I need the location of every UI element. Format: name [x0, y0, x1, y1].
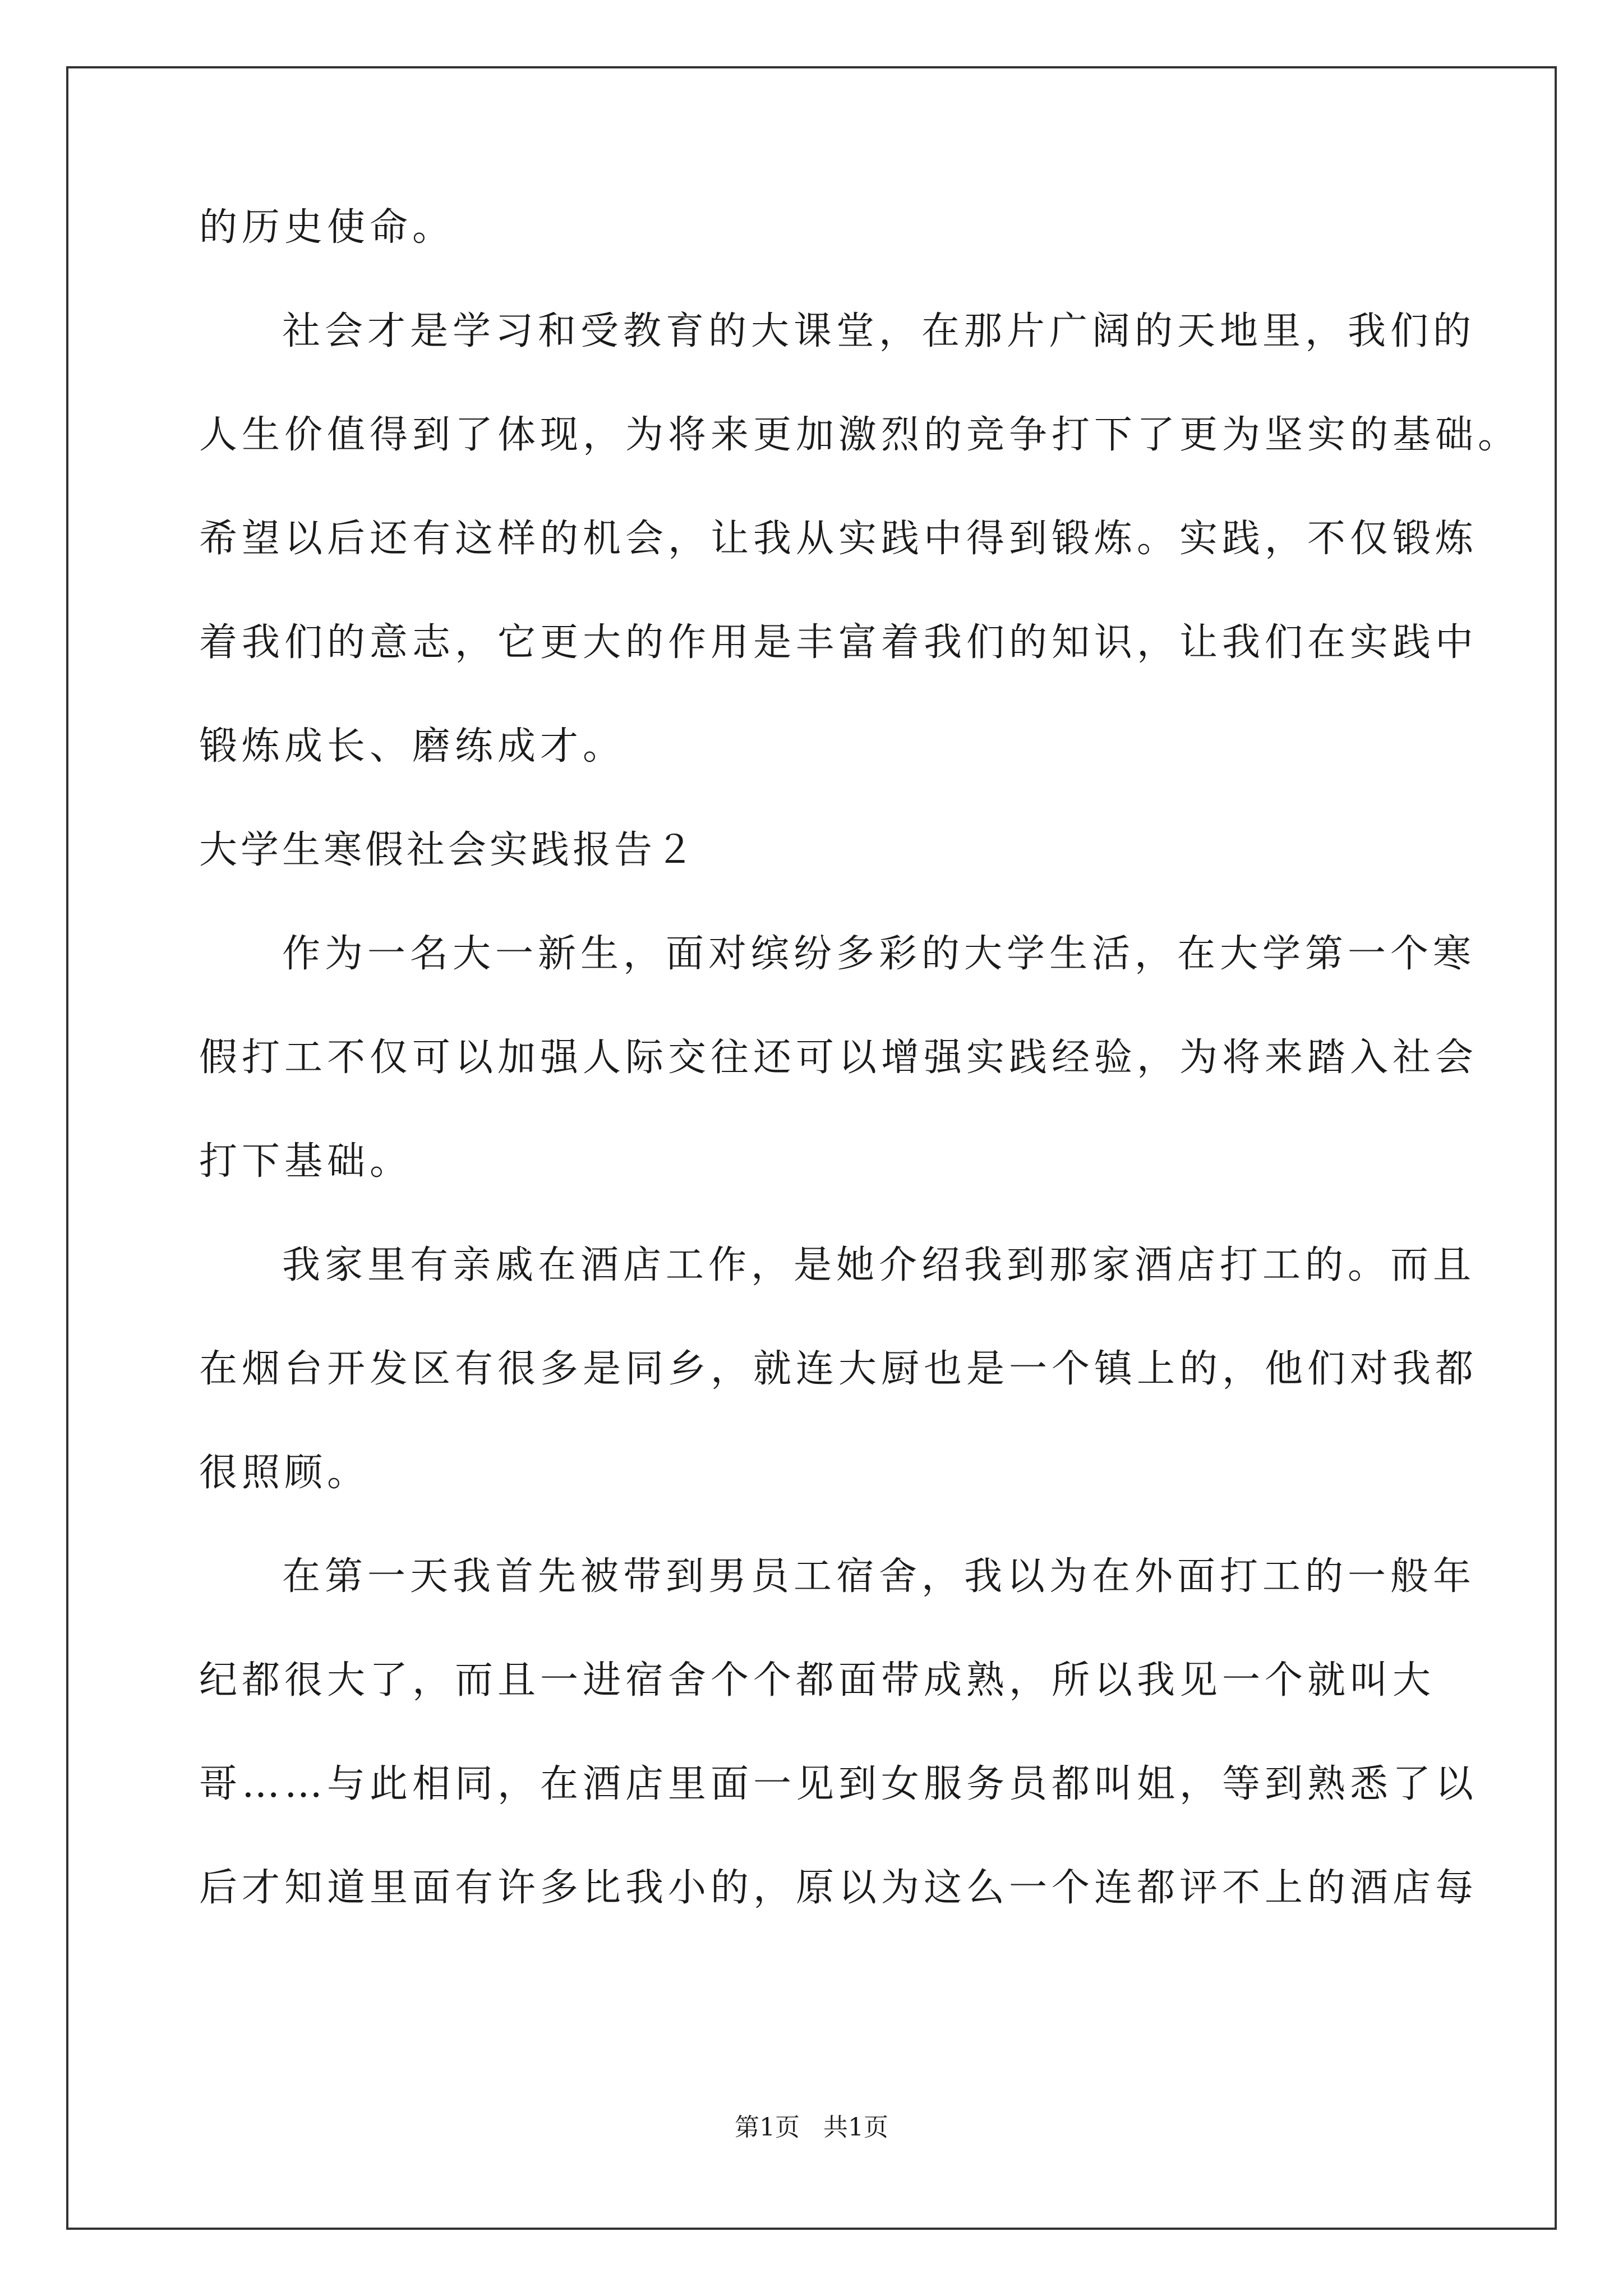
text-line: 着我们的意志，它更大的作用是丰富着我们的知识，让我们在实践中: [199, 620, 1478, 665]
text-line: 纪都很大了，而且一进宿舍个个都面带成熟，所以我见一个就叫大: [199, 1658, 1436, 1703]
paragraph-start-line: 作为一名大一新生，面对缤纷多彩的大学生活，在大学第一个寒: [282, 932, 1476, 976]
text-line: 人生价值得到了体现，为将来更加激烈的竞争打下了更为坚实的基础。: [199, 413, 1521, 457]
section-heading: 大学生寒假社会实践报告２: [199, 828, 698, 872]
text-line: 打下基础。: [199, 1139, 413, 1184]
paragraph-start-line: 在第一天我首先被带到男员工宿舍，我以为在外面打工的一般年: [282, 1554, 1476, 1599]
text-line: 哥……与此相同，在酒店里面一见到女服务员都叫姐，等到熟悉了以: [199, 1762, 1478, 1806]
text-line: 假打工不仅可以加强人际交往还可以增强实践经验，为将来踏入社会: [199, 1036, 1478, 1080]
text-line: 的历史使命。: [199, 205, 455, 250]
paragraph-start-line: 社会才是学习和受教育的大课堂，在那片广阔的天地里，我们的: [282, 309, 1476, 353]
document-body: [199, 202, 1521, 1966]
text-line: 很照顾。: [199, 1451, 370, 1495]
text-line: 锻炼成长、磨练成才。: [199, 724, 626, 769]
text-line: 后才知道里面有许多比我小的，原以为这么一个连都评不上的酒店每: [199, 1866, 1478, 1910]
paragraph-start-line: 我家里有亲戚在酒店工作，是她介绍我到那家酒店打工的。而且: [282, 1243, 1476, 1287]
text-line: 希望以后还有这样的机会，让我从实践中得到锻炼。实践，不仅锻炼: [199, 517, 1478, 561]
page-footer: 第1页 共1页: [735, 2113, 888, 2142]
text-line: 在烟台开发区有很多是同乡，就连大厨也是一个镇上的，他们对我都: [199, 1347, 1478, 1391]
